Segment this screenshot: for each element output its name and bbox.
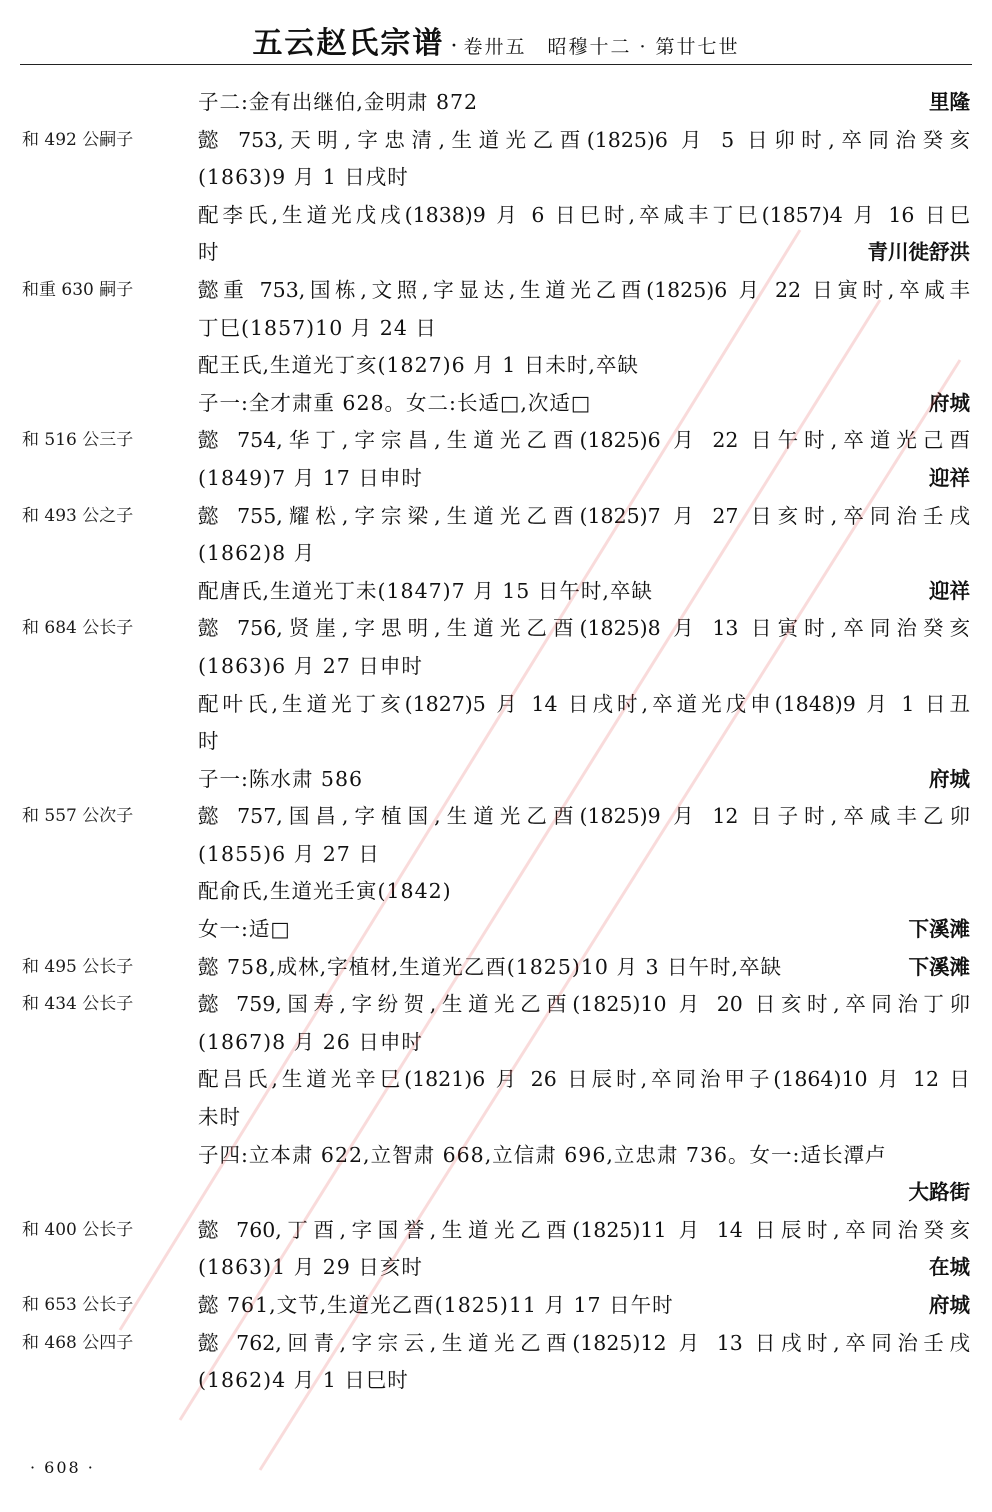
entry-line [0,1212,992,1250]
entry-line [0,1249,992,1287]
entry-text: 配王氏,生道光丁亥(1827)6 月 1 日未时,卒缺 [198,353,639,378]
entry-text: 懿 755,耀松,字宗梁,生道光乙酉(1825)7 月 27 日亥时,卒同治壬戌 [198,503,970,528]
place-name: 府城 [929,390,970,415]
entry-text: 配李氏,生道光戊戌(1838)9 月 6 日巳时,卒咸丰丁巳(1857)4 月 16 日巳 [198,202,970,227]
entry-line [0,798,992,836]
entry-text: 子一:全才肃重 628。女二:长适□,次适□ [198,390,592,415]
entry-text: (1863)6 月 27 日申时 [198,653,423,678]
entry-text: 女一:适□ [198,917,291,942]
entry-text: (1849)7 月 17 日申时 [198,465,423,490]
place-name: 下溪滩 [908,917,970,942]
header-separator: · [450,34,458,59]
parent-note: 和 684 公长子 [22,618,134,639]
entry-line [0,873,992,911]
entry-text: 丁巳(1857)10 月 24 日 [198,315,437,340]
entry-line [0,159,992,197]
entry-line [0,1137,992,1175]
entry-line [0,686,992,724]
entry-line [0,272,992,310]
entry-text: 懿 761,文节,生道光乙酉(1825)11 月 17 日午时 [198,1293,674,1317]
parent-note: 和 468 公四子 [22,1332,134,1353]
entry-text: 懿 754,华丁,字宗昌,生道光乙酉(1825)6 月 22 日午时,卒道光己酉 [198,428,970,453]
entry-text: 配叶氏,生道光丁亥(1827)5 月 14 日戌时,卒道光戊申(1848)9 月 1 日丑 [198,691,970,716]
parent-note: 和 516 公三子 [22,430,134,451]
entry-line [0,234,992,272]
entry-line [0,949,992,987]
entry-line [0,1325,992,1363]
place-name: 里隆 [929,90,970,114]
entry-line [0,986,992,1024]
entry-line [0,648,992,686]
place-name: 府城 [929,766,970,791]
entry-line [0,911,992,949]
entry-text: 懿重 753,国栋,文照,字显达,生道光乙酉(1825)6 月 22 日寅时,卒咸丰 [198,277,970,302]
entry-line [0,1287,992,1325]
entry-line [0,836,992,874]
entry-line [0,84,992,122]
entry-text: 子一:陈水肃 586 [198,766,364,791]
entry-text: 懿 753,天明,字忠清,生道光乙酉(1825)6 月 5 日卯时,卒同治癸亥 [198,127,970,152]
place-name: 下溪滩 [908,954,970,979]
parent-note: 和 400 公长子 [22,1219,134,1240]
entry-text: 时 [198,240,220,265]
entry-text: (1863)9 月 1 日戌时 [198,165,409,190]
entry-line [0,1099,992,1137]
place-name: 在城 [929,1255,970,1280]
entry-line [0,1174,992,1212]
entry-line [0,610,992,648]
entry-text: 懿 757,国昌,字植国,生道光乙酉(1825)9 月 12 日子时,卒咸丰乙卯 [198,804,970,829]
entry-line [0,1362,992,1400]
entry-text: 时 [198,729,220,754]
entry-text: 子四:立本肃 622,立智肃 668,立信肃 696,立忠肃 736。女一:适长潭卢 [198,1142,887,1167]
entry-text: 配俞氏,生道光壬寅(1842) [198,879,452,904]
header-rule [20,64,972,65]
entry-line [0,460,992,498]
entry-line [0,422,992,460]
entry-line [0,761,992,799]
place-name: 青川徙舒洪 [867,240,970,265]
parent-note: 和 493 公之子 [22,505,134,526]
parent-note: 和 557 公次子 [22,806,134,827]
entry-text: 配唐氏,生道光丁未(1847)7 月 15 日午时,卒缺 [198,578,653,603]
entry-line [0,498,992,536]
entry-text: (1862)8 月 [198,541,316,566]
entry-text: 子二:金有出继伯,金明肃 872 [198,90,479,114]
entry-text: (1855)6 月 27 日 [198,841,380,866]
entry-line [0,347,992,385]
entry-text: 配吕氏,生道光辛巳(1821)6 月 26 日辰时,卒同治甲子(1864)10 月 12 日 [198,1067,970,1092]
entry-text: 懿 756,贤崖,字思明,生道光乙酉(1825)8 月 13 日寅时,卒同治癸亥 [198,616,970,641]
entry-line [0,723,992,761]
parent-note: 和重 630 嗣子 [22,279,134,300]
entry-text: (1862)4 月 1 日巳时 [198,1368,409,1393]
entry-line [0,1061,992,1099]
entry-text: (1867)8 月 26 日申时 [198,1029,423,1054]
entry-line [0,122,992,160]
entry-text: 懿 762,回青,字宗云,生道光乙酉(1825)12 月 13 日戌时,卒同治壬戌 [198,1330,970,1355]
parent-note: 和 653 公长子 [22,1295,134,1315]
entry-line [0,1024,992,1062]
genealogy-entries [0,84,992,1400]
place-name: 大路街 [908,1180,970,1205]
page-number: · 608 · [30,1458,95,1477]
entry-line [0,310,992,348]
entry-text: 未时 [198,1105,241,1130]
entry-text: 懿 759,国寿,字纷贺,生道光乙酉(1825)10 月 20 日亥时,卒同治丁卯 [198,992,970,1017]
page-header [0,18,992,62]
book-title: 五云赵氏宗谱 [252,26,445,61]
place-name: 迎祥 [929,465,970,490]
entry-line [0,535,992,573]
place-name: 迎祥 [929,578,970,603]
entry-text: 懿 760,丁酉,字国誉,生道光乙酉(1825)11 月 14 日辰时,卒同治癸亥 [198,1217,970,1242]
entry-text: 懿 758,成林,字植材,生道光乙酉(1825)10 月 3 日午时,卒缺 [198,954,783,979]
parent-note: 和 495 公长子 [22,956,134,977]
chapter-subtitle: 卷卅五 昭穆十二 · 第廿七世 [463,36,740,58]
parent-note: 和 492 公嗣子 [22,129,134,150]
parent-note: 和 434 公长子 [22,994,134,1015]
entry-line [0,197,992,235]
entry-text: (1863)1 月 29 日亥时 [198,1255,423,1280]
place-name: 府城 [929,1293,970,1317]
entry-line [0,385,992,423]
entry-line [0,573,992,611]
